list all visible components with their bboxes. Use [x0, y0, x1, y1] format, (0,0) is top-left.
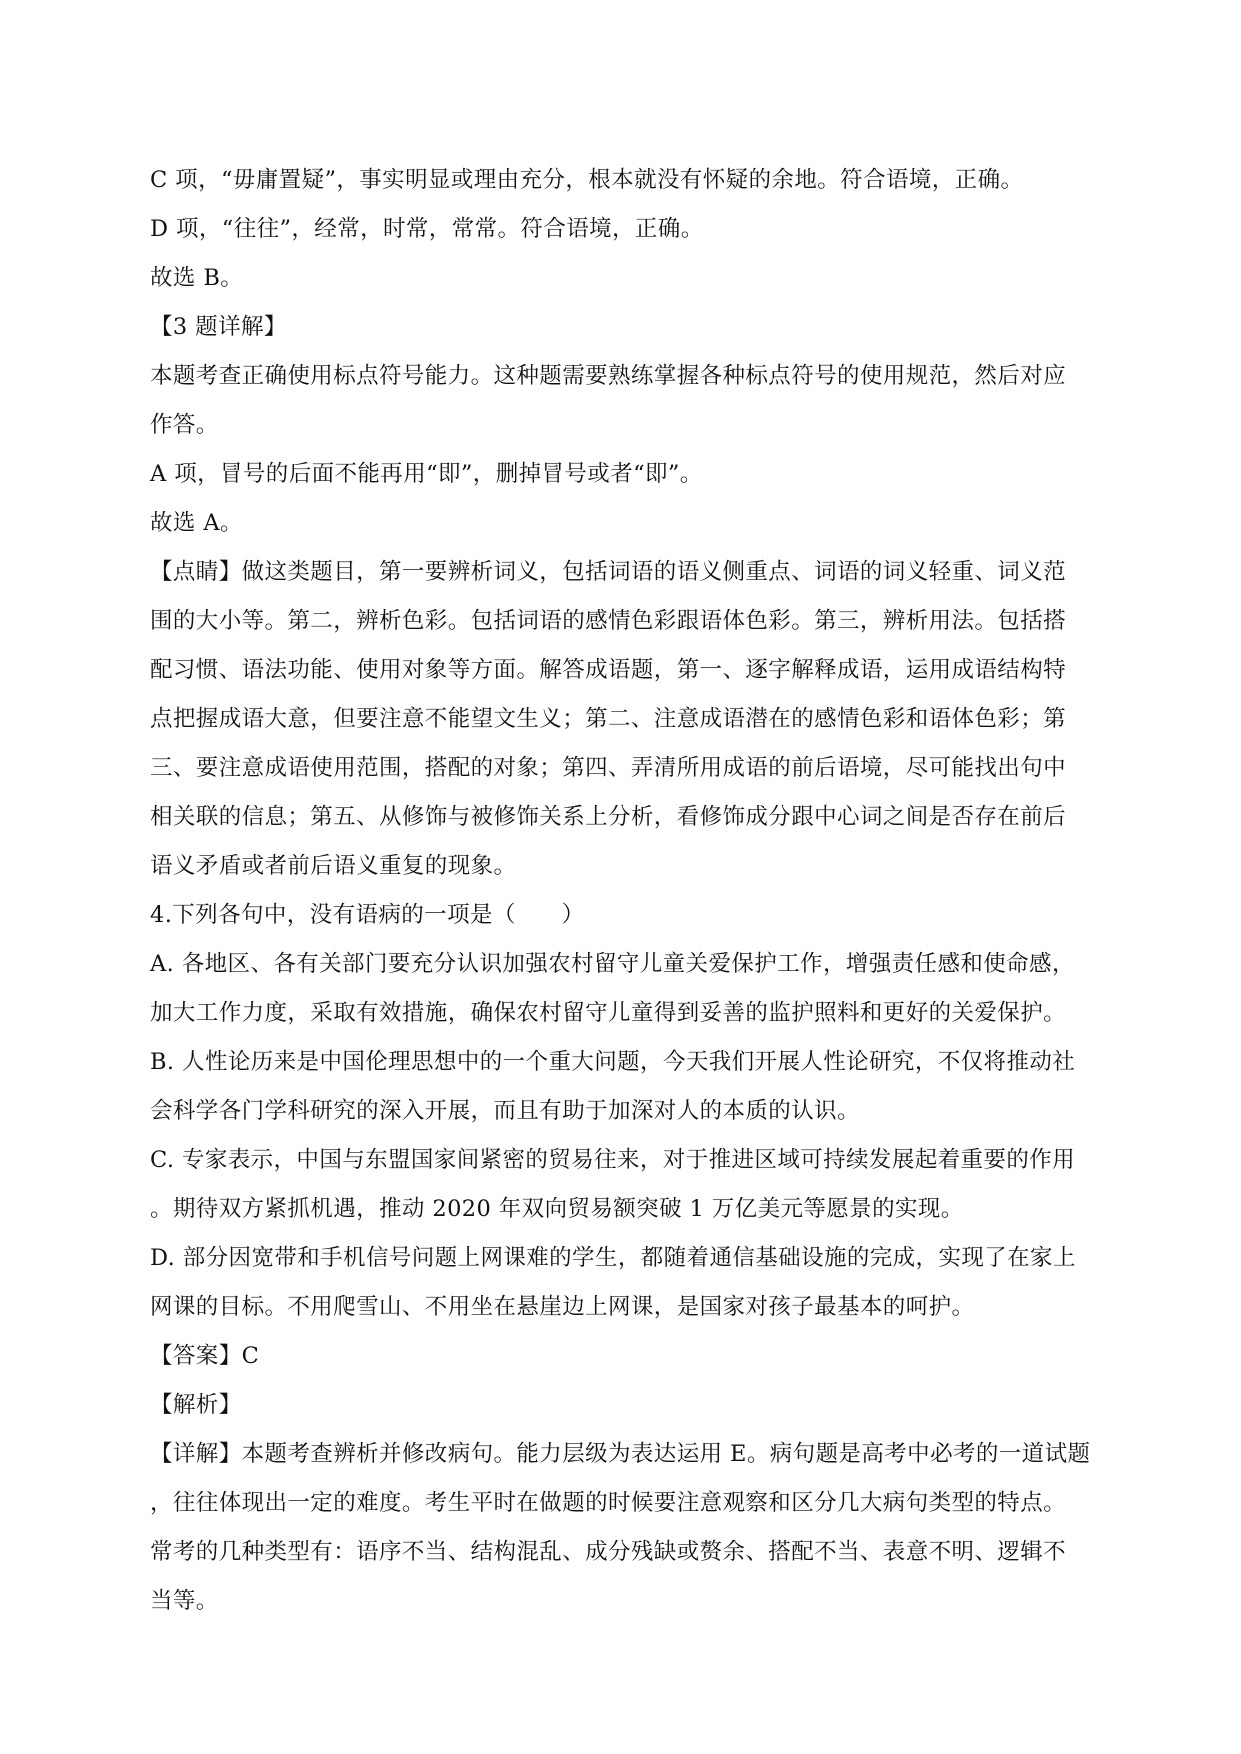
option-c: C. 专家表示，中国与东盟国家间紧密的贸易往来，对于推进区域可持续发展起着重要的作用: [150, 1147, 1076, 1173]
text-line: A 项，冒号的后面不能再用“即”，删掉冒号或者“即”。: [150, 461, 703, 487]
option-d: 网课的目标。不用爬雪山、不用坐在悬崖边上网课，是国家对孩子最基本的呵护。: [150, 1294, 975, 1320]
text-line: C 项，“毋庸置疑”，事实明显或理由充分，根本就没有怀疑的余地。符合语境，正确。: [150, 167, 1024, 193]
text-line: 本题考查正确使用标点符号能力。这种题需要熟练掌握各种标点符号的使用规范，然后对应: [150, 363, 1067, 389]
text-line: D 项，“往往”，经常，时常，常常。符合语境，正确。: [150, 216, 704, 242]
option-a: 加大工作力度，采取有效措施，确保农村留守儿童得到妥善的监护照料和更好的关爱保护。: [150, 1000, 1067, 1026]
text-line: 作答。: [150, 412, 219, 438]
text-line: 【点睛】做这类题目，第一要辨析词义，包括词语的语义侧重点、词语的词义轻重、词义范: [150, 559, 1067, 585]
text-line: 常考的几种类型有：语序不当、结构混乱、成分残缺或赘余、搭配不当、表意不明、逻辑不: [150, 1539, 1067, 1565]
option-d: D. 部分因宽带和手机信号问题上网课难的学生，都随着通信基础设施的完成，实现了在家上: [150, 1245, 1076, 1271]
text-line: 点把握成语大意，但要注意不能望文生义；第二、注意成语潜在的感情色彩和语体色彩；第: [150, 706, 1067, 732]
section-heading: 【3 题详解】: [150, 314, 287, 340]
text-line: 围的大小等。第二，辨析色彩。包括词语的感情色彩跟语体色彩。第三，辨析用法。包括搭: [150, 608, 1067, 634]
text-line: 故选 A。: [150, 510, 243, 536]
text-line: 故选 B。: [150, 265, 244, 291]
text-line: 相关联的信息；第五、从修饰与被修饰关系上分析，看修饰成分跟中心词之间是否存在前后: [150, 804, 1067, 830]
text-line: ，往往体现出一定的难度。考生平时在做题的时候要注意观察和区分几大病句类型的特点。: [150, 1490, 1067, 1516]
option-b: B. 人性论历来是中国伦理思想中的一个重大问题，今天我们开展人性论研究，不仅将推动社: [150, 1049, 1076, 1075]
answer-line: 【答案】C: [150, 1343, 260, 1369]
analysis-heading: 【解析】: [150, 1392, 242, 1418]
document-body: [150, 156, 1100, 1626]
option-c: 。期待双方紧抓机遇，推动 2020 年双向贸易额突破 1 万亿美元等愿景的实现。: [150, 1196, 964, 1222]
text-line: 语义矛盾或者前后语义重复的现象。: [150, 853, 517, 879]
text-line: 【详解】本题考查辨析并修改病句。能力层级为表达运用 E。病句题是高考中必考的一道试题: [150, 1441, 1091, 1467]
text-line: 配习惯、语法功能、使用对象等方面。解答成语题，第一、逐字解释成语，运用成语结构特: [150, 657, 1067, 683]
question-stem: 4.下列各句中，没有语病的一项是（ ）: [150, 902, 585, 928]
text-line: 当等。: [150, 1588, 219, 1614]
option-a: A. 各地区、各有关部门要充分认识加强农村留守儿童关爱保护工作，增强责任感和使命感，: [150, 951, 1075, 977]
text-line: 三、要注意成语使用范围，搭配的对象；第四、弄清所用成语的前后语境，尽可能找出句中: [150, 755, 1067, 781]
option-b: 会科学各门学科研究的深入开展，而且有助于加深对人的本质的认识。: [150, 1098, 860, 1124]
